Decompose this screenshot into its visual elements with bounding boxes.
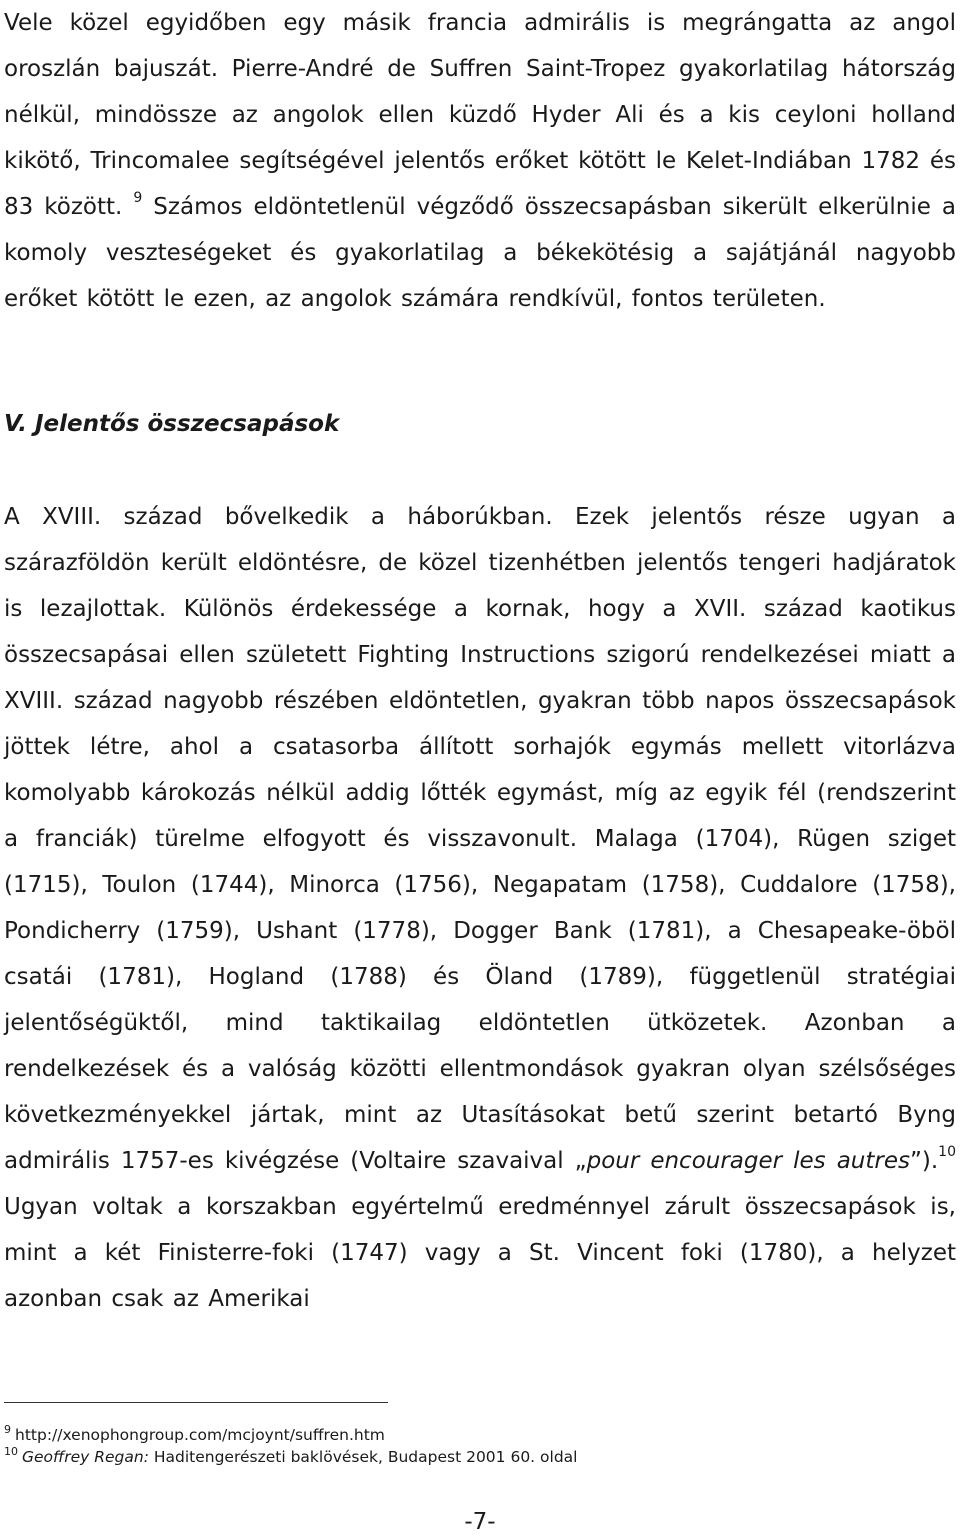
section-heading: V. Jelentős összecsapások — [4, 411, 340, 437]
footnote-number: 9 — [4, 1423, 11, 1436]
italic-quote: pour encourager les autres — [586, 1148, 910, 1174]
paragraph-suffren — [4, 0, 956, 322]
page-number: -7- — [464, 1509, 496, 1535]
footnote-text: Haditengerészeti baklövések, Budapest 2001 60. oldal — [148, 1448, 578, 1466]
closing-quote: ”). — [909, 1148, 939, 1174]
footnotes — [4, 1424, 956, 1468]
footnote-9 — [4, 1424, 956, 1446]
paragraph-engagements — [4, 494, 956, 1322]
paragraph-text: Vele közel egyidőben egy másik francia admirális is megrángatta az angol oroszlán bajuszát. Pierre-André de Suffren Saint-Tropez gyakorlatilag hátország nélkül, mindössze az angolok ellen küzdő Hyder Ali és a kis ceyloni holland kikötő, Trincomalee segítségével jelentős erőket kötött le Kelet-Indiában 1782 és 83 között. — [4, 10, 956, 220]
footnote-separator — [4, 1402, 388, 1403]
paragraph-text: Ugyan voltak a korszakban egyértelmű eredménnyel zárult összecsapások is, mint a két Finisterre-foki (1747) vagy a St. Vincent foki (1780), a helyzet azonban csak az Amerikai — [4, 1194, 956, 1312]
footnote-10 — [4, 1446, 956, 1468]
footnote-link[interactable]: http://xenophongroup.com/mcjoynt/suffren.htm — [15, 1426, 385, 1444]
footnote-ref-10: 10 — [938, 1144, 956, 1160]
paragraph-text: Számos eldöntetlenül végződő összecsapásban sikerült elkerülnie a komoly veszteségeket és gyakorlatilag a békekötésig a sajátjánál nagyobb erőket kötött le ezen, az angolok számára rendkívül, fontos területen. — [4, 194, 957, 312]
paragraph-text: A XVIII. század bővelkedik a háborúkban. Ezek jelentős része ugyan a szárazföldön került eldöntésre, de közel tizenhétben jelentős tengeri hadjáratok is lezajlottak. Különös érdekessége a kornak, hogy a XVII. század kaotikus összecsapásai ellen született Fighting Instructions szigorú rendelkezései miatt a XVIII. század nagyobb részében eldöntetlen, gyakran több napos összecsapások jöttek létre, ahol a csatasorba állított sorhajók egymás mellett vitorlázva komolyabb károkozás nélkül addig lőtték egymást, míg az egyik fél (rendszerint a franciák) türelme elfogyott és visszavonult. Malaga (1704), Rügen sziget (1715), Toulon (1744), Minorca (1756), Negapatam (1758), Cuddalore (1758), Pondicherry (1759), Ushant (1778), Dogger Bank (1781), a Chesapeake-öböl csatái (1781), Hogland (1788) és Öland (1789), függetlenül stratégiai jelentőségüktől, mind taktikailag eldöntetlen ütközetek. Azonban a rendelkezések és a valóság közötti ellentmondások gyakran olyan szélsőséges következményekkel jártak, mint az Utasításokat betű szerint betartó Byng admirális 1757-es kivégzése (Voltaire szavaival „ — [4, 504, 956, 1174]
footnote-author: Geoffrey Regan: — [22, 1448, 149, 1466]
footnote-ref-9: 9 — [133, 190, 143, 206]
footnote-number: 10 — [4, 1445, 18, 1458]
